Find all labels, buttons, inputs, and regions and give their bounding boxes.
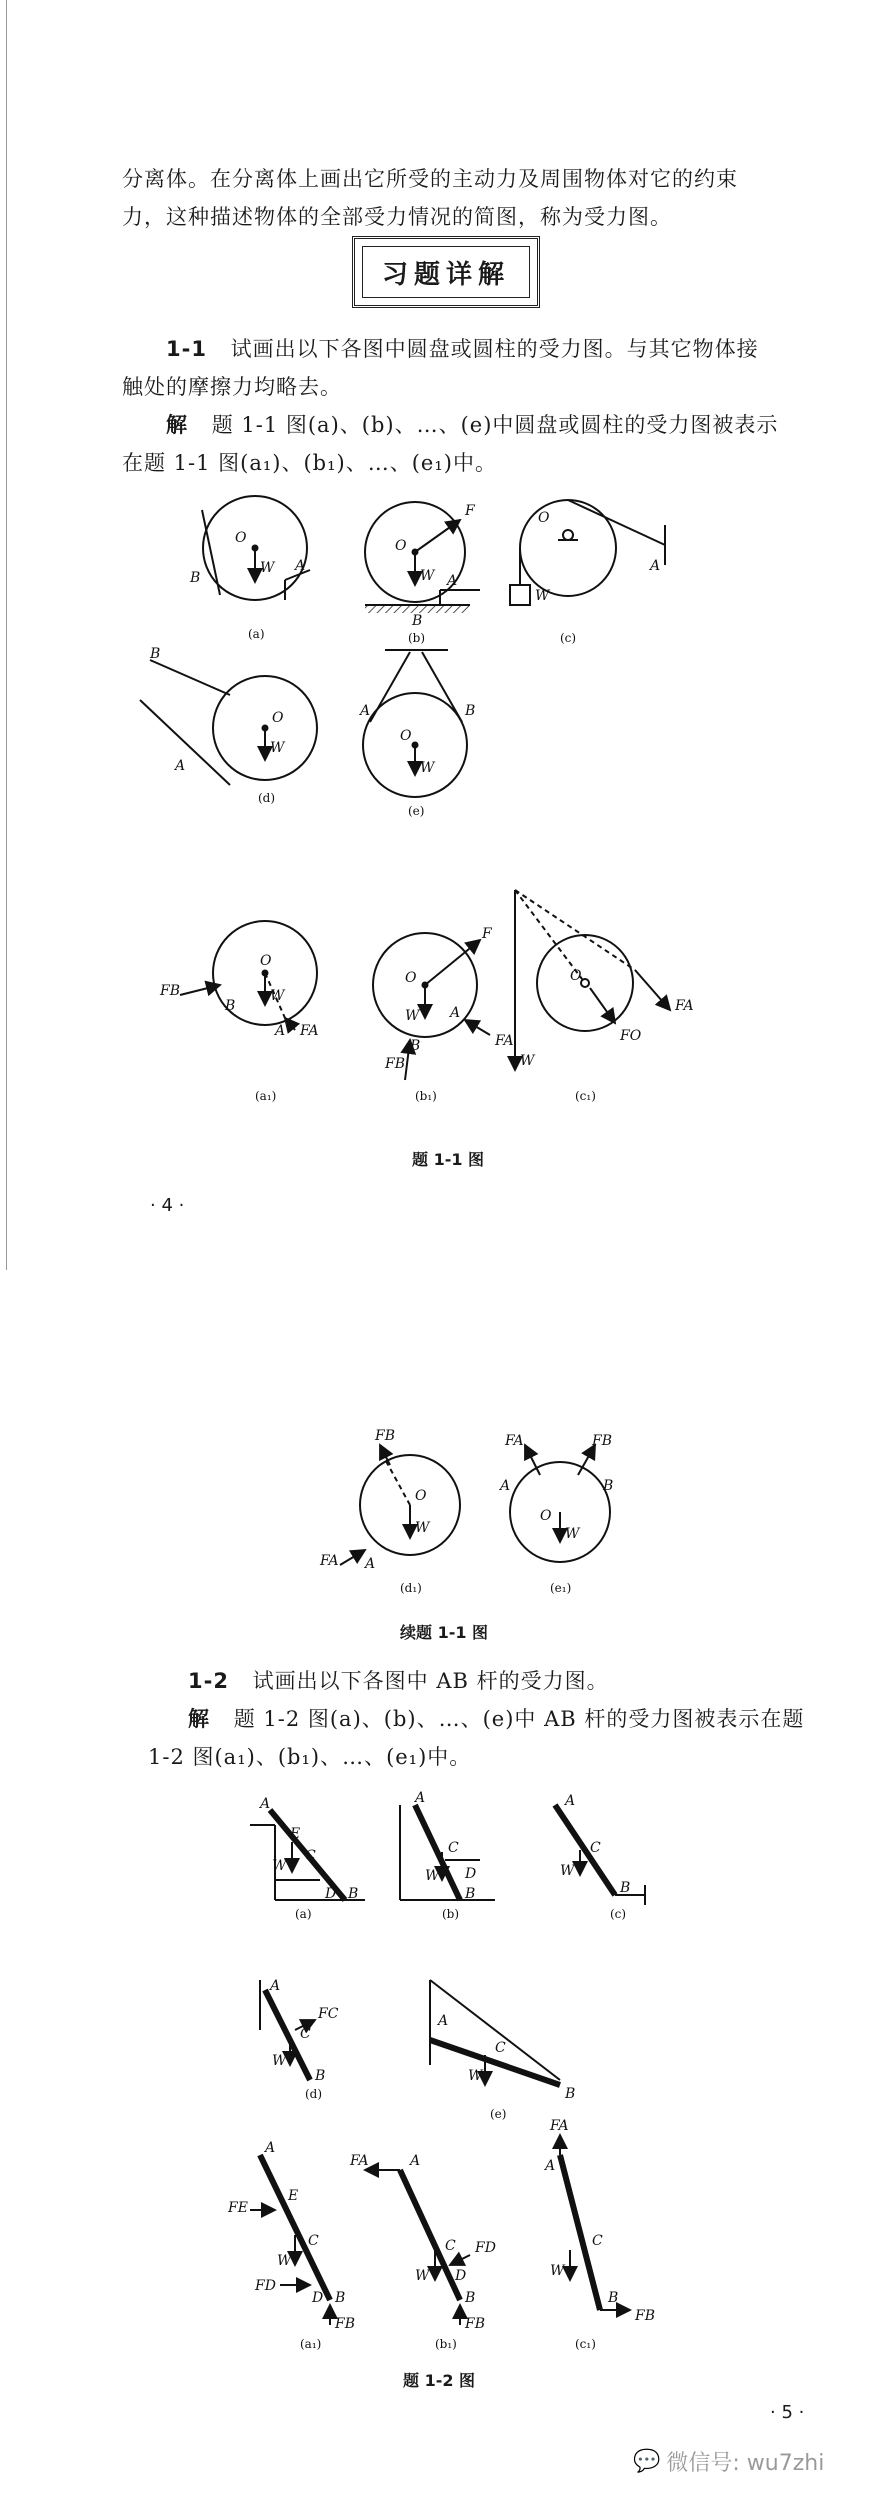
label-fd: FD bbox=[475, 2240, 496, 2256]
problem-1-2-answer-1 bbox=[188, 1700, 804, 1738]
label-c: C bbox=[445, 2238, 456, 2254]
label-w: W bbox=[405, 1008, 420, 1024]
sublabel-a1: (a₁) bbox=[255, 1089, 277, 1103]
label-b: B bbox=[410, 1038, 421, 1054]
sublabel-a1: (a₁) bbox=[300, 2337, 322, 2351]
problem-1-2-answer-text: 题 1-2 图(a)、(b)、…、(e)中 AB 杆的受力图被表示在题 bbox=[233, 1707, 805, 1731]
fig-1-1-d bbox=[140, 660, 317, 785]
label-b: B bbox=[225, 998, 236, 1014]
label-o: O bbox=[260, 953, 272, 969]
page-number-4: · 4 · bbox=[150, 1195, 185, 1216]
label-b: B bbox=[465, 1886, 476, 1902]
label-a: A bbox=[500, 1478, 511, 1494]
figure-1-2-caption: 题 1-2 图 bbox=[403, 2371, 476, 2390]
label-a: A bbox=[265, 2140, 276, 2156]
label-fb: FB bbox=[375, 1428, 396, 1444]
label-b: B bbox=[465, 703, 476, 719]
label-fa: FA bbox=[550, 2118, 569, 2134]
label-b: B bbox=[603, 1478, 614, 1494]
label-w: W bbox=[535, 588, 550, 604]
label-a: A bbox=[545, 2158, 556, 2174]
label-w: W bbox=[270, 740, 285, 756]
label-f: F bbox=[465, 503, 475, 519]
label-c: C bbox=[495, 2040, 506, 2056]
figure-1-1-caption: 题 1-1 图 bbox=[412, 1150, 485, 1169]
problem-1-1-answer-label: 解 bbox=[166, 413, 188, 437]
sublabel-b: (b) bbox=[408, 631, 426, 645]
problem-1-1-answer-2: 在题 1-1 图(a₁)、(b₁)、…、(e₁)中。 bbox=[122, 451, 497, 475]
sublabel-e1: (e₁) bbox=[550, 1581, 572, 1595]
label-fa: FA bbox=[350, 2153, 369, 2169]
label-b: B bbox=[150, 646, 161, 662]
label-fb: FB bbox=[465, 2316, 486, 2332]
fig-1-1-e bbox=[363, 650, 467, 797]
problem-1-1-question-2: 触处的摩擦力均略去。 bbox=[122, 375, 342, 399]
label-b: B bbox=[348, 1886, 359, 1902]
sublabel-a: (a) bbox=[248, 627, 265, 641]
label-o: O bbox=[272, 710, 284, 726]
problem-1-2-answer-2: 1-2 图(a₁)、(b₁)、…、(e₁)中。 bbox=[148, 1745, 472, 1769]
label-fb: FB bbox=[335, 2316, 356, 2332]
sublabel-b: (b) bbox=[442, 1907, 460, 1921]
sublabel-c: (c) bbox=[560, 631, 577, 645]
sublabel-c: (c) bbox=[610, 1907, 627, 1921]
label-c: C bbox=[592, 2233, 603, 2249]
label-a: A bbox=[175, 758, 186, 774]
label-b: B bbox=[412, 613, 423, 629]
sublabel-d: (d) bbox=[305, 2087, 323, 2101]
sublabel-c1: (c₁) bbox=[575, 2337, 596, 2351]
problem-1-1-question-text: 试画出以下各图中圆盘或圆柱的受力图。与其它物体接 bbox=[230, 337, 759, 361]
label-c: C bbox=[300, 2026, 311, 2042]
label-a: A bbox=[295, 558, 306, 574]
label-c: C bbox=[308, 2233, 319, 2249]
label-a: A bbox=[270, 1978, 281, 1994]
sublabel-b1: (b₁) bbox=[415, 1089, 437, 1103]
wechat-icon: 💬 bbox=[633, 2449, 661, 2474]
page-number-5: · 5 · bbox=[770, 2402, 805, 2423]
intro-line-2: 力，这种描述物体的全部受力情况的简图，称为受力图。 bbox=[122, 205, 672, 229]
fig-1-1-a1 bbox=[180, 921, 317, 1030]
label-d: D bbox=[465, 1866, 477, 1882]
label-c: C bbox=[590, 1840, 601, 1856]
label-w: W bbox=[550, 2263, 565, 2279]
fig-1-1-c1 bbox=[515, 890, 670, 1070]
label-a: A bbox=[447, 573, 458, 589]
figure-1-2 bbox=[220, 1780, 740, 2400]
label-a: A bbox=[450, 1005, 461, 1021]
fig-1-1-a bbox=[202, 496, 310, 600]
problem-1-2-answer-label: 解 bbox=[188, 1707, 210, 1731]
intro-line-1: 分离体。在分离体上画出它所受的主动力及周围物体对它的约束 bbox=[122, 167, 738, 191]
label-fb: FB bbox=[635, 2308, 656, 2324]
label-a: A bbox=[260, 1796, 271, 1812]
label-w: W bbox=[260, 560, 275, 576]
label-b: B bbox=[608, 2290, 619, 2306]
label-w: W bbox=[520, 1053, 535, 1069]
label-w: W bbox=[272, 1858, 287, 1874]
sublabel-c1: (c₁) bbox=[575, 1089, 596, 1103]
label-w: W bbox=[420, 568, 435, 584]
label-w: W bbox=[272, 2053, 287, 2069]
label-w: W bbox=[277, 2253, 292, 2269]
label-fb: FB bbox=[592, 1433, 613, 1449]
label-w: W bbox=[425, 1868, 440, 1884]
sublabel-d1: (d₁) bbox=[400, 1581, 422, 1595]
problem-1-2-question bbox=[188, 1662, 609, 1700]
label-b: B bbox=[620, 1880, 631, 1896]
label-fa: FA bbox=[505, 1433, 524, 1449]
label-a: A bbox=[275, 1023, 286, 1039]
label-fa: FA bbox=[300, 1023, 319, 1039]
label-b: B bbox=[465, 2290, 476, 2306]
problem-1-2-question-text: 试画出以下各图中 AB 杆的受力图。 bbox=[252, 1669, 609, 1693]
sublabel-a: (a) bbox=[295, 1907, 312, 1921]
label-fd: FD bbox=[255, 2278, 276, 2294]
label-c: C bbox=[448, 1840, 459, 1856]
label-a: A bbox=[650, 558, 661, 574]
label-b: B bbox=[335, 2290, 346, 2306]
label-w: W bbox=[270, 988, 285, 1004]
label-w: W bbox=[565, 1526, 580, 1542]
fig-1-1-c bbox=[510, 500, 665, 605]
problem-1-1-answer-1 bbox=[166, 406, 778, 444]
label-b: B bbox=[190, 570, 201, 586]
label-o: O bbox=[405, 970, 417, 986]
sublabel-b1: (b₁) bbox=[435, 2337, 457, 2351]
label-a: A bbox=[415, 1790, 426, 1806]
label-a: A bbox=[438, 2013, 449, 2029]
label-w: W bbox=[560, 1863, 575, 1879]
label-o: O bbox=[540, 1508, 552, 1524]
watermark bbox=[633, 2446, 824, 2477]
sublabel-e: (e) bbox=[490, 2107, 507, 2121]
label-w: W bbox=[415, 2268, 430, 2284]
label-d: D bbox=[312, 2290, 324, 2306]
label-c: C bbox=[305, 1848, 316, 1864]
label-fo: FO bbox=[620, 1028, 642, 1044]
label-o: O bbox=[415, 1488, 427, 1504]
label-a: A bbox=[360, 703, 371, 719]
label-d: D bbox=[325, 1886, 337, 1902]
label-a: A bbox=[565, 1793, 576, 1809]
page-margin-line bbox=[6, 0, 7, 1270]
problem-1-1-number: 1-1 bbox=[166, 337, 207, 361]
label-o: O bbox=[235, 530, 247, 546]
problem-1-2-number: 1-2 bbox=[188, 1669, 229, 1693]
watermark-text: 微信号: wu7zhi bbox=[666, 2451, 825, 2476]
figure-1-1-continued bbox=[320, 1420, 640, 1600]
label-fa: FA bbox=[675, 998, 694, 1014]
label-a: A bbox=[365, 1556, 376, 1572]
label-o: O bbox=[570, 968, 582, 984]
label-b: B bbox=[565, 2086, 576, 2102]
label-o: O bbox=[538, 510, 550, 526]
sublabel-e: (e) bbox=[408, 804, 425, 818]
label-b: B bbox=[315, 2068, 326, 2084]
label-f: F bbox=[482, 926, 492, 942]
label-o: O bbox=[395, 538, 407, 554]
section-title: 习题详解 bbox=[362, 246, 530, 298]
label-w: W bbox=[468, 2068, 483, 2084]
problem-1-1-question-1 bbox=[166, 330, 759, 368]
label-fe: FE bbox=[228, 2200, 248, 2216]
figure-1-1 bbox=[150, 490, 740, 1130]
figure-1-1-continued-caption: 续题 1-1 图 bbox=[400, 1623, 489, 1642]
label-d: D bbox=[455, 2268, 467, 2284]
label-fb: FB bbox=[160, 983, 181, 999]
label-fa: FA bbox=[495, 1033, 514, 1049]
problem-1-1-answer-text: 题 1-1 图(a)、(b)、…、(e)中圆盘或圆柱的受力图被表示 bbox=[211, 413, 779, 437]
label-fb: FB bbox=[385, 1056, 406, 1072]
label-fa: FA bbox=[320, 1553, 339, 1569]
label-e: E bbox=[290, 1826, 301, 1842]
sublabel-d: (d) bbox=[258, 791, 276, 805]
label-w: W bbox=[420, 760, 435, 776]
label-w: W bbox=[415, 1520, 430, 1536]
label-fc: FC bbox=[318, 2006, 339, 2022]
label-a: A bbox=[410, 2153, 421, 2169]
label-e: E bbox=[288, 2188, 299, 2204]
section-title-box bbox=[352, 236, 540, 308]
fig-1-1-b bbox=[365, 502, 480, 613]
label-o: O bbox=[400, 728, 412, 744]
